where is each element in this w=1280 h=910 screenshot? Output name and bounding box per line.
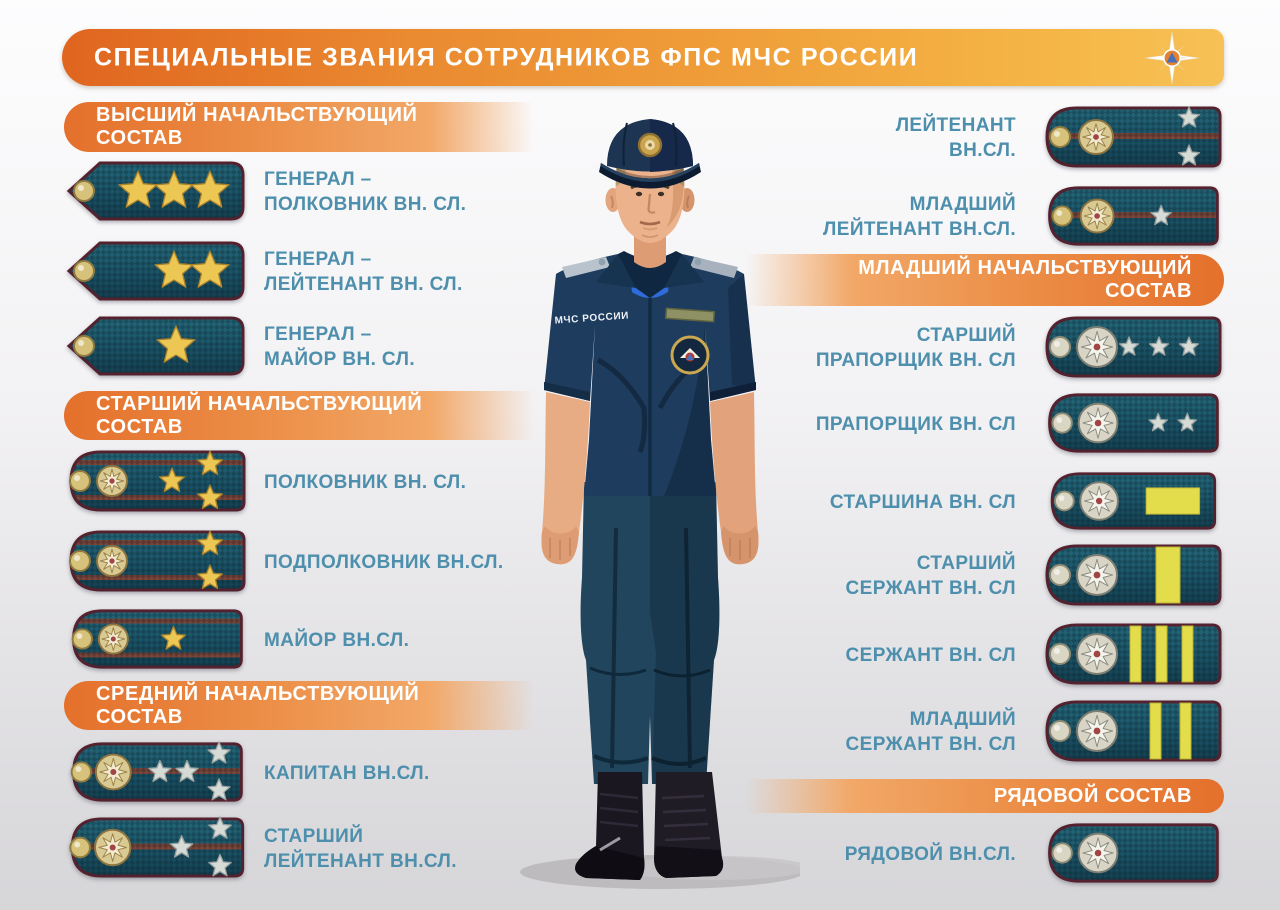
section-badge-line: СОСТАВ — [96, 127, 183, 149]
rank-label-line: СТАРШИЙ — [916, 553, 1016, 574]
epaulette-general-3-stars — [64, 158, 248, 224]
rank-label-line: ЛЕЙТЕНАНТ ВН.СЛ. — [264, 850, 457, 872]
round-emblem-patch — [672, 337, 708, 373]
trousers — [581, 482, 720, 784]
rank-label-line: ВН.СЛ. — [949, 140, 1016, 161]
epaulette-sergeant — [1040, 697, 1224, 765]
rank-label-line: ГЕНЕРАЛ – — [264, 249, 372, 270]
section-badge-старший-начальствующий — [64, 391, 534, 440]
rank-label-старший-лейтенант-вн-сл — [264, 815, 549, 882]
rank-label-полковник-вн-сл — [264, 447, 549, 517]
rank-label-старший-прапорщик-вн-сл — [738, 314, 1016, 382]
rank-label-line: ЛЕЙТЕНАНТ ВН. СЛ. — [264, 274, 463, 295]
epaulette-officer1-4-stars — [64, 740, 248, 804]
epaulette-officer1r-2-stars — [1040, 104, 1224, 170]
section-badge-line: СОСТАВ — [96, 705, 183, 728]
rank-label-line: СЕРЖАНТ ВН. СЛ — [845, 734, 1016, 755]
epaulette-general-2-stars — [64, 238, 248, 304]
rank-label-line: РЯДОВОЙ ВН.СЛ. — [844, 843, 1016, 865]
section-badge-младший-начальствующий — [746, 254, 1224, 306]
section-badge-line: ВЫСШИЙ НАЧАЛЬСТВУЮЩИЙ — [96, 104, 418, 126]
epaulette-plain — [1040, 821, 1224, 885]
rank-label-генерал-майор-вн-сл — [264, 313, 549, 381]
rank-label-line: СЕРЖАНТ ВН. СЛ — [845, 644, 1016, 666]
section-badge-line: СТАРШИЙ НАЧАЛЬСТВУЮЩИЙ — [96, 392, 423, 415]
section-badge-line: СРЕДНИЙ НАЧАЛЬСТВУЮЩИЙ — [96, 682, 420, 705]
epaulette-sergeant — [1040, 470, 1224, 532]
epaulette-officer1-3-stars — [64, 815, 248, 880]
rank-label-сержант-вн-сл — [738, 621, 1016, 689]
rank-label-line: ЛЕЙТЕНАНТ ВН.СЛ. — [823, 219, 1016, 240]
section-badge-line: СОСТАВ — [1105, 280, 1192, 302]
rank-label-генерал-полковник-вн-сл — [264, 158, 549, 226]
rank-label-младший-лейтенант-вн-сл — [738, 184, 1016, 250]
rank-label-майор-вн-сл — [264, 607, 549, 673]
rank-label-рядовой-вн-сл — [738, 821, 1016, 887]
epaulette-warrant-3-stars — [1040, 314, 1224, 380]
rank-label-line: КАПИТАН ВН.СЛ. — [264, 762, 430, 784]
rank-label-капитан-вн-сл — [264, 740, 549, 806]
rank-label-прапорщик-вн-сл — [738, 391, 1016, 457]
rank-label-line: ГЕНЕРАЛ – — [264, 169, 372, 190]
epaulette-officer1r-1-stars — [1040, 184, 1224, 248]
page-title: СПЕЦИАЛЬНЫЕ ЗВАНИЯ СОТРУДНИКОВ ФПС МЧС РОССИИ — [94, 43, 919, 71]
rank-label-line: ПОЛКОВНИК ВН. СЛ. — [264, 194, 467, 215]
rank-label-line: ПОДПОЛКОВНИК ВН.СЛ. — [264, 551, 504, 573]
rank-label-line: ПОЛКОВНИК ВН. СЛ. — [264, 471, 467, 493]
epaulette-officer2-3-stars — [64, 447, 248, 515]
epaulette-officer2-2-stars — [64, 528, 248, 594]
section-badge-line: МЛАДШИЙ НАЧАЛЬСТВУЮЩИЙ — [858, 257, 1192, 279]
rank-label-line: СЕРЖАНТ ВН. СЛ — [845, 578, 1016, 599]
section-badge-рядовой-состав — [746, 779, 1224, 813]
rank-label-line: СТАРШИЙ — [916, 325, 1016, 346]
mchs-star-icon — [1142, 31, 1202, 85]
rank-label-генерал-лейтенант-вн-сл — [264, 238, 549, 306]
rank-label-line: ПРАПОРЩИК ВН. СЛ — [815, 413, 1016, 435]
chest-label: МЧС РОССИИ — [554, 310, 630, 327]
epaulette-warrant-2-stars — [1040, 391, 1224, 455]
rank-label-лейтенант-вн-сл — [738, 104, 1016, 172]
rank-label-line: МАЙОР ВН.СЛ. — [264, 629, 410, 651]
rank-label-line: ГЕНЕРАЛ – — [264, 324, 372, 345]
epaulette-officer2-1-stars — [64, 607, 248, 671]
rank-label-line: МЛАДШИЙ — [909, 709, 1016, 730]
section-badge-line: СОСТАВ — [96, 415, 183, 438]
rank-label-line: ПРАПОРЩИК ВН. СЛ — [815, 350, 1016, 371]
rank-label-подполковник-вн-сл — [264, 528, 549, 596]
rank-label-старшина-вн-сл — [738, 470, 1016, 534]
rank-label-младший-сержант-вн-сл — [738, 697, 1016, 767]
section-badge-высший-начальствующий — [64, 102, 534, 152]
rank-label-старший-сержант-вн-сл — [738, 541, 1016, 611]
rank-label-line: СТАРШИЙ — [264, 825, 364, 847]
epaulette-general-1-stars — [64, 313, 248, 379]
epaulette-sergeant — [1040, 621, 1224, 687]
epaulette-sergeant — [1040, 541, 1224, 609]
section-badge-line: РЯДОВОЙ СОСТАВ — [993, 784, 1192, 807]
rank-label-line: СТАРШИНА ВН. СЛ — [829, 491, 1016, 513]
rank-label-line: МЛАДШИЙ — [909, 194, 1016, 215]
header-banner — [62, 29, 1224, 86]
section-badge-средний-начальствующий — [64, 681, 534, 730]
rank-label-line: МАЙОР ВН. СЛ. — [264, 349, 415, 370]
rank-label-line: ЛЕЙТЕНАНТ — [895, 115, 1016, 136]
